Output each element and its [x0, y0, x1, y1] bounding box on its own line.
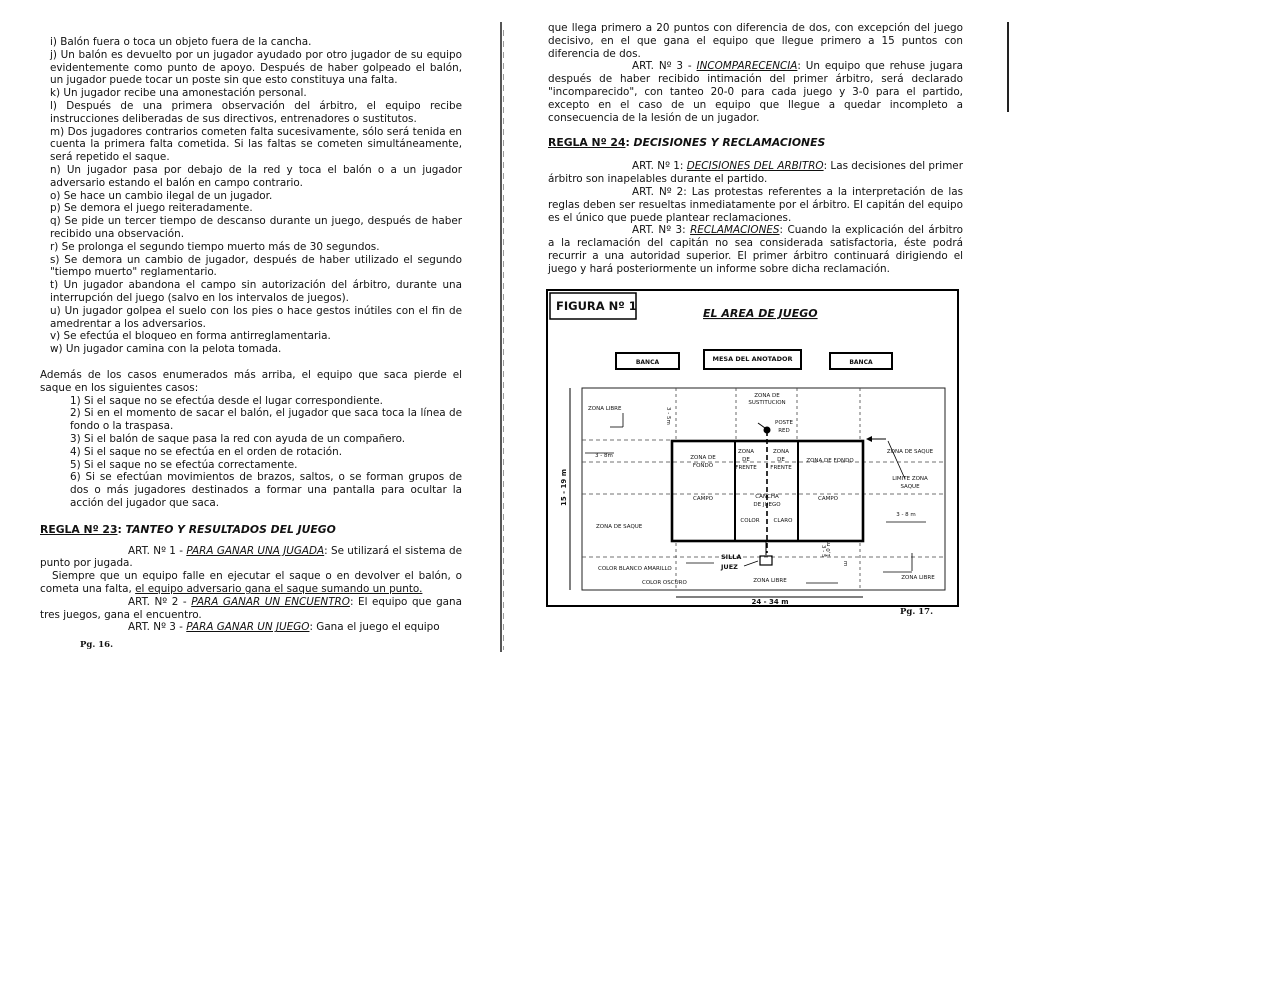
- list-item: k) Un jugador recibe una amonestación personal.: [50, 87, 307, 100]
- list-item: l) Después de una primera observación del árbitro, el equipo recibe instrucciones deliberadas de sus directivos, entrenadores o sustitutos.: [50, 99, 462, 125]
- figure-title: EL AREA DE JUEGO: [703, 307, 818, 320]
- label-3-8m-right: 3 - 8 m: [896, 512, 916, 518]
- label-cancha-2: DE JUEGO: [753, 502, 781, 508]
- paragraph-continuation: que llega primero a 20 puntos con diferencia de dos, con excepción del juego decisivo, en el que gana el equipo que llegue primero a 15 puntos con diferencia de dos.: [548, 22, 963, 60]
- list-item: 6) Si se efectúan movimientos de brazos, saltos, o se forman grupos de dos o más jugadores destinados a formar una pantalla para ocultar la acción del jugador que saca.: [70, 471, 462, 509]
- label-zona-saque-right: ZONA DE SAQUE: [886, 449, 934, 455]
- article-3-incomparecencia: ART. Nº 3 - INCOMPARECENCIA: Un equipo que rehuse jugara después de haber recibido intimación del primer árbitro, será declarado "incomparecido", con tanteo 20-0 para cada juego y 3-0 para el partido, excepto en el caso de un equipo que llegue a quedar incompleto a consecuencia de la lesión de un jugador.: [548, 60, 963, 124]
- list-item: v) Se efectúa el bloqueo en forma antirreglamentaria.: [50, 330, 331, 343]
- label-3-5m: 3 - 5m: [665, 407, 671, 425]
- label-limite-2: SAQUE: [900, 484, 920, 490]
- list-item: 4) Si el saque no se efectúa en el orden de rotación.: [70, 445, 342, 458]
- rule-label: REGLA Nº 23: [40, 522, 118, 536]
- label-zona-frente-l-3: FRENTE: [735, 465, 757, 471]
- article-title: PARA GANAR UN JUEGO: [186, 621, 310, 634]
- list-item: t) Un jugador abandona el campo sin autorización del árbitro, durante una interrupción del juego (salvo en los intervalos de juegos).: [50, 279, 462, 304]
- label-3-5-small: 3 - 5: [820, 545, 826, 558]
- label-3-8m-left: 3 - 8m: [595, 453, 613, 459]
- list-item: j) Un balón es devuelto por un jugador ayudado por otro jugador de su equipo evidentemente como punto de apoyo. Después de haber golpeado el balón, un jugador puede tocar un poste sin que esto constituya una falta.: [50, 48, 462, 87]
- article-1: ART. Nº 1 - PARA GANAR UNA JUGADA: Se utilizará el sistema de punto por jugada.: [40, 544, 462, 570]
- article-3: ART. Nº 3 - PARA GANAR UN JUEGO: Gana el juego el equipo: [128, 621, 440, 634]
- label-1m: 1,0 m: [826, 541, 832, 557]
- list-item: q) Se pide un tercer tiempo de descanso durante un juego, después de haber recibido una observación.: [50, 215, 462, 240]
- label-cancha-1: CANCHA: [755, 494, 779, 500]
- page-fold-dash: [503, 30, 504, 650]
- figure-area-de-juego: [546, 289, 959, 607]
- list-item: r) Se prolonga el segundo tiempo muerto más de 30 segundos.: [50, 240, 380, 253]
- banca-right-label: BANCA: [849, 359, 873, 366]
- dim-15-19: 15 - 19 m: [560, 469, 568, 506]
- banca-left-label: BANCA: [635, 359, 660, 366]
- label-zona-frente-r-2: DE: [777, 457, 785, 463]
- article-2: ART. Nº 2 - PARA GANAR UN ENCUENTRO: El equipo que gana tres juegos, gana el encuentro.: [40, 595, 462, 621]
- label-zona-sustitucion-1: ZONA DE: [754, 393, 780, 399]
- article-3-reclamaciones: ART. Nº 3: RECLAMACIONES: Cuando la explicación del árbitro a la reclamación del capitán no sea considerada satisfactoria, éste podrá recurrir a una autoridad superior. El primer árbitro continuará dirigiendo el juego y hará posteriormente un informe sobre dicha reclamación.: [548, 224, 963, 275]
- rule-label: REGLA Nº 24: [548, 136, 626, 150]
- page-number-right: Pg. 17.: [900, 607, 934, 617]
- dim-24-34: 24 - 34 m: [751, 598, 789, 606]
- rule-heading-23: REGLA Nº 23: TANTEO Y RESULTADOS DEL JUEGO: [40, 522, 336, 536]
- mesa-anotador-label: MESA DEL ANOTADOR: [712, 355, 793, 363]
- list-item: 1) Si el saque no se efectúa desde el lugar correspondiente.: [70, 394, 383, 407]
- label-zona-frente-l-2: DE: [742, 457, 750, 463]
- label-m: m: [842, 561, 848, 567]
- right-page: [548, 22, 963, 276]
- rule-heading-24: REGLA Nº 24: DECISIONES Y RECLAMACIONES: [548, 136, 826, 150]
- article-title: PARA GANAR UNA JUGADA: [186, 544, 325, 557]
- label-silla-2: JUEZ: [721, 563, 738, 571]
- list-item: 3) Si el balón de saque pasa la red con ayuda de un compañero.: [70, 432, 406, 445]
- label-zona-libre-right: ZONA LIBRE: [901, 575, 935, 581]
- label-zona-frente-r-1: ZONA: [773, 449, 789, 455]
- article-title: PARA GANAR UN ENCUENTRO: [191, 595, 350, 608]
- list-item: p) Se demora el juego reiteradamente.: [50, 202, 253, 215]
- label-zona-frente-l-1: ZONA: [738, 449, 754, 455]
- label-zona-frente-r-3: FRENTE: [770, 465, 792, 471]
- article-title: INCOMPARECENCIA: [696, 60, 798, 73]
- right-edge-mark: [1007, 22, 1009, 112]
- label-claro: CLARO: [773, 518, 793, 524]
- label-zona-libre-tl: ZONA LIBRE: [588, 406, 622, 412]
- label-color: COLOR: [740, 518, 760, 524]
- label-zona-fondo-left-2: FONDO: [692, 463, 714, 469]
- rule-title: DECISIONES Y RECLAMACIONES: [633, 136, 826, 150]
- label-zona-saque-left: ZONA DE SAQUE: [596, 524, 643, 530]
- label-campo-right: CAMPO: [818, 496, 838, 502]
- article-title: DECISIONES DEL ARBITRO: [686, 160, 824, 173]
- article-1-decisiones: ART. Nº 1: DECISIONES DEL ARBITRO: Las decisiones del primer árbitro son inapelables durante el partido.: [548, 160, 963, 186]
- list-item: 5) Si el saque no se efectúa correctamente.: [70, 458, 298, 471]
- list-item: o) Se hace un cambio ilegal de un jugador.: [50, 189, 273, 202]
- page-fold: [500, 22, 502, 652]
- left-page: [40, 36, 462, 634]
- list-item: n) Un jugador pasa por debajo de la red y toca el balón o a un jugador adversario estando el balón en campo contrario.: [50, 163, 462, 189]
- label-poste-1: POSTE: [775, 420, 793, 426]
- label-poste-2: RED: [778, 428, 790, 434]
- list-item: s) Se demora un cambio de jugador, después de haber utilizado el segundo "tiempo muerto" reglamentario.: [50, 253, 462, 279]
- label-zona-sustitucion-2: SUSTITUCION: [748, 400, 786, 406]
- label-campo-left: CAMPO: [693, 496, 713, 502]
- label-zona-fondo-left-1: ZONA DE: [690, 455, 716, 461]
- list-item: w) Un jugador camina con la pelota tomada.: [50, 343, 282, 356]
- court-diagram: [548, 291, 961, 609]
- article-2-protestas: ART. Nº 2: Las protestas referentes a la interpretación de las reglas deben ser resueltas inmediatamente por el árbitro. El capitán del equipo es el único que puede plantear reclamaciones.: [548, 185, 963, 224]
- label-color-oscuro: COLOR OSCURO: [642, 580, 687, 586]
- list-item: 2) Si en el momento de sacar el balón, el jugador que saca toca la línea de fondo o la traspasa.: [70, 407, 462, 433]
- label-color-amarillo: COLOR BLANCO AMARILLO: [598, 566, 672, 572]
- rule-title: TANTEO Y RESULTADOS DEL JUEGO: [125, 522, 336, 536]
- figure-label: FIGURA Nº 1: [556, 299, 637, 313]
- page-number-left: Pg. 16.: [80, 640, 114, 650]
- label-zona-fondo-right: ZONA DE FONDO: [806, 458, 854, 464]
- list-item: m) Dos jugadores contrarios cometen falta sucesivamente, sólo será tenida en cuenta la primera falta cometida. Si las faltas se cometen simultáneamente, será repetido el saque.: [50, 125, 462, 164]
- label-silla-1: SILLA: [721, 553, 742, 561]
- zona-libre-outer: [582, 388, 945, 590]
- article-title: RECLAMACIONES: [690, 224, 780, 237]
- paragraph-siempre: Siempre que un equipo falle en ejecutar el saque o en devolver el balón, o cometa una falta, el equipo adversario gana el saque sumando un punto.: [40, 570, 462, 596]
- label-limite-1: LIMITE ZONA: [892, 476, 928, 482]
- list-item: u) Un jugador golpea el suelo con los pies o hace gestos inútiles con el fin de amedrentar a los adversarios.: [50, 304, 462, 330]
- label-zona-libre-bottom: ZONA LIBRE: [753, 578, 787, 584]
- paragraph-ademas: Además de los casos enumerados más arriba, el equipo que saca pierde el saque en los siguientes casos:: [40, 368, 462, 394]
- list-item: i) Balón fuera o toca un objeto fuera de la cancha.: [50, 36, 312, 48]
